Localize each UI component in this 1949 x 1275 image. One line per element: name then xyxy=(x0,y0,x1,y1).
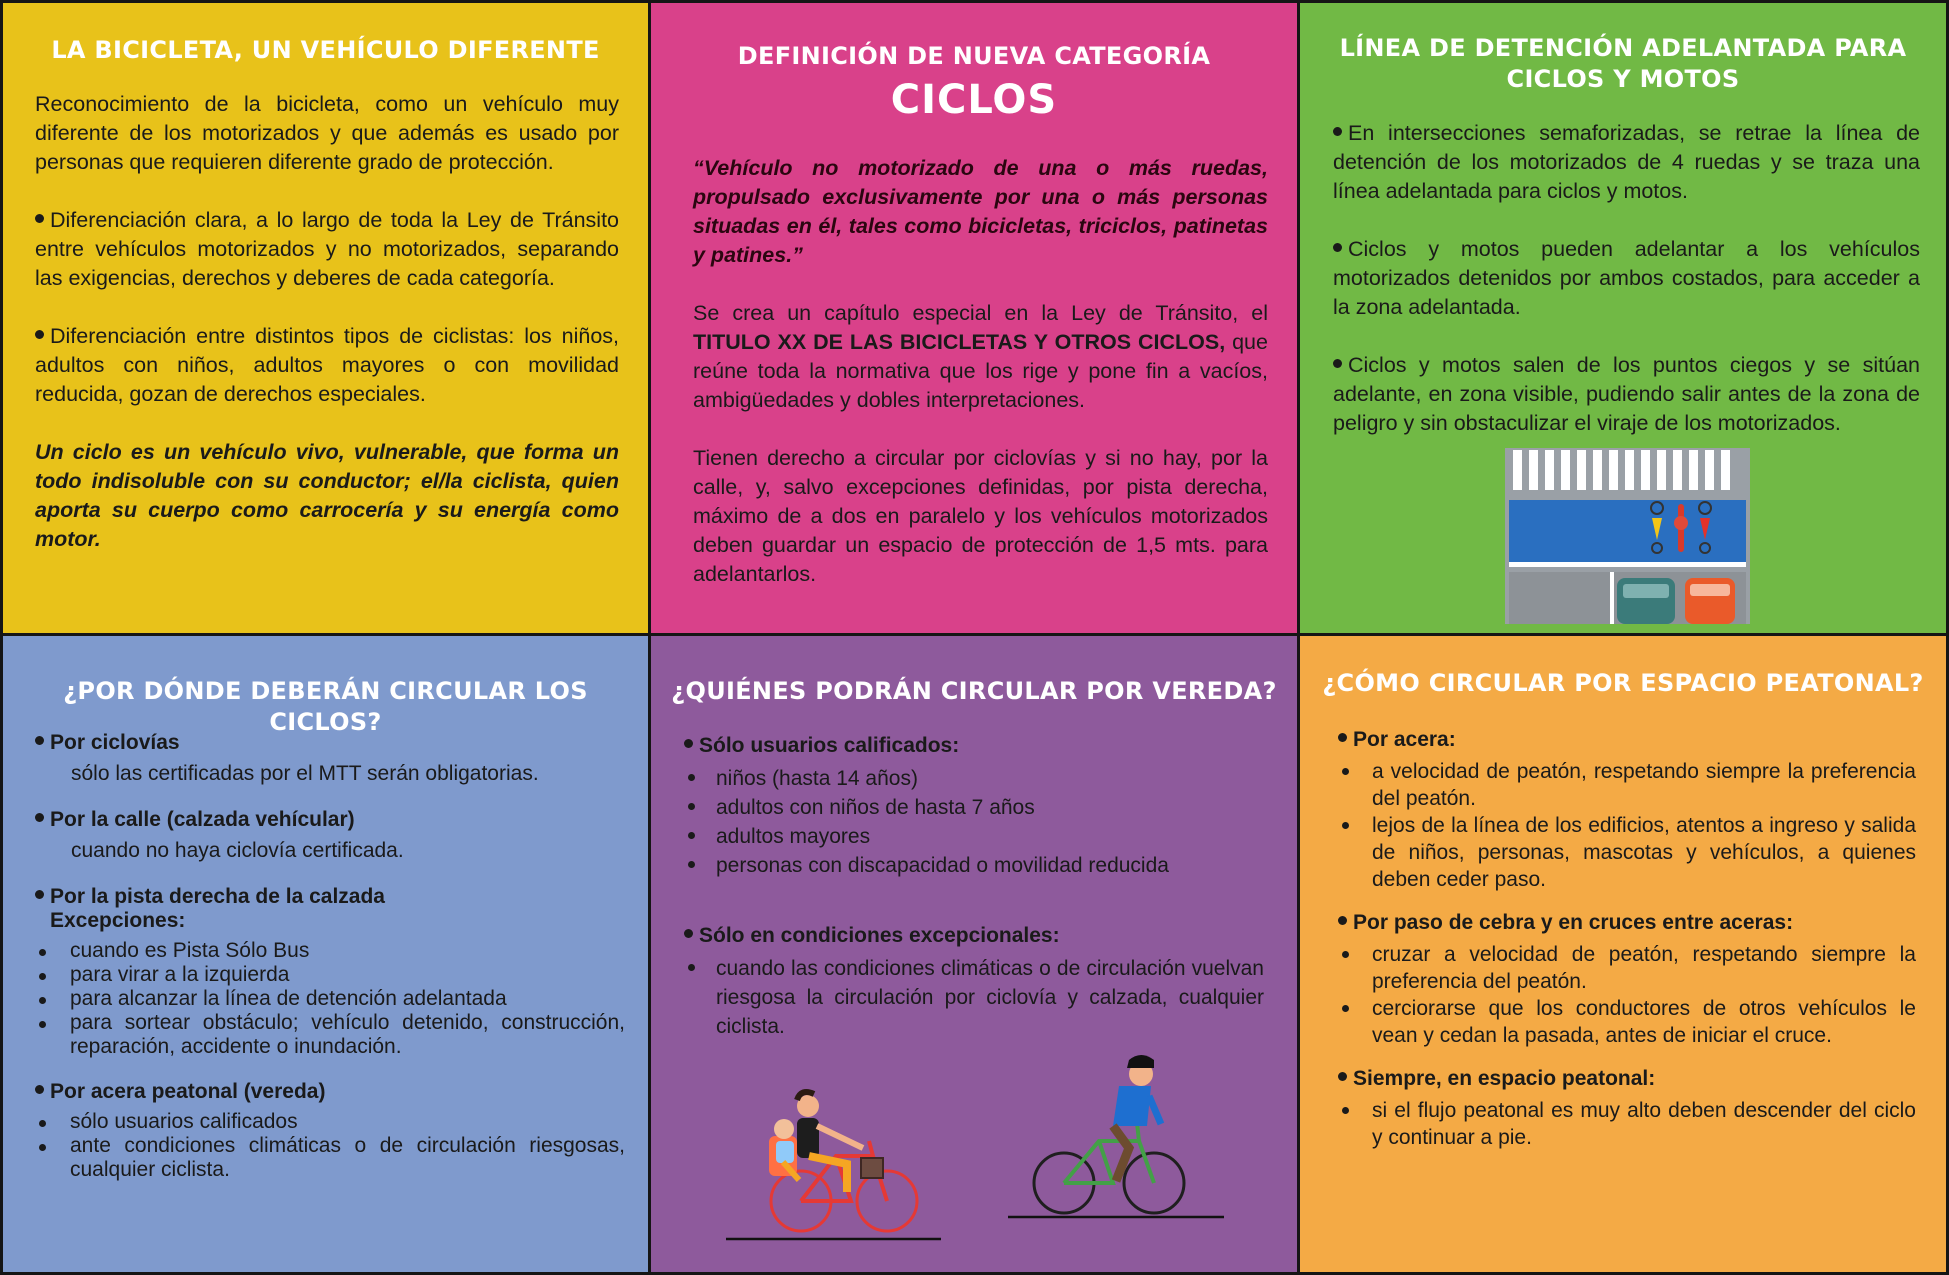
panel-new-category-definition xyxy=(651,3,1297,633)
rights-paragraph: Tienen derecho a circular por ciclovías y si no hay, por la calle, y, salvo excepciones definidas, por pista derecha, máximo de a dos en paralelo y los vehículos motorizados deben guardar un espacio de protección de 1,5 mts. para adelantarlos. xyxy=(693,446,1268,586)
list-item: para sortear obstáculo; vehículo detenido, construcción, reparación, accidente o inundación. xyxy=(35,1011,625,1059)
panel-who-can-ride-sidewalk xyxy=(651,636,1297,1272)
bullet-icon xyxy=(35,1085,44,1094)
chapter-paragraph: Se crea un capítulo especial en la Ley de Tránsito, el TITULO XX DE LAS BICICLETAS Y OTROS CICLOS, que reúne toda la normativa que los rige y pone fin a vacíos, ambigüedades y dobles interpretaciones. xyxy=(693,301,1268,412)
bullet-icon xyxy=(35,813,44,822)
cyclist-icon xyxy=(1034,1055,1184,1213)
point-item: Diferenciación clara, a lo largo de toda la Ley de Tránsito entre vehículos motorizados y no motorizados, separando las exigencias, derechos y deberes de cada categoría. xyxy=(35,208,619,290)
bullet-icon xyxy=(684,929,693,938)
panel-body xyxy=(35,90,619,554)
panel-body xyxy=(1338,728,1916,1169)
intro-text: Reconocimiento de la bicicleta, como un vehículo muy diferente de los motorizados y que además es usado por personas que requieren diferente grado de protección. xyxy=(35,92,619,174)
panel-title: ¿CÓMO CIRCULAR POR ESPACIO PEATONAL? xyxy=(1322,669,1924,697)
list-item: sólo usuarios calificados xyxy=(35,1110,625,1134)
panel-body xyxy=(35,731,625,1203)
closing-statement: Un ciclo es un vehículo vivo, vulnerable, que forma un todo indisoluble con su conductor; el/la ciclista, quien aporta su cuerpo como carrocería y su energía como motor. xyxy=(35,440,619,551)
list-item: cerciorarse que los conductores de otros vehículos le vean y cedan la pasada, antes de iniciar el cruce. xyxy=(1338,995,1916,1049)
list-item: para virar a la izquierda xyxy=(35,963,625,987)
panel-pedestrian-space xyxy=(1300,636,1946,1272)
bullet-icon xyxy=(1338,1072,1347,1081)
list-item: Por la calle (calzada vehícular) cuando no haya ciclovía certificada. xyxy=(35,808,625,864)
list-item: Por la pista derecha de la calzada Excepciones: cuando es Pista Sólo Bus para virar a la izquierda para alcanzar la línea de detención adelantada para sortear obstáculo; vehículo detenido, construcción, reparación, accidente o inundación. xyxy=(35,885,625,1059)
bullet-icon xyxy=(35,736,44,745)
point-item: Ciclos y motos pueden adelantar a los vehículos motorizados detenidos por ambos costados, para acceder a la zona adelantada. xyxy=(1333,237,1920,319)
bullet-icon xyxy=(1333,127,1342,136)
mother-child-bicycle-icon xyxy=(769,1092,917,1231)
list-item: Sólo en condiciones excepcionales: cuando las condiciones climáticas o de circulación vuelvan riesgosa la circulación por ciclovía y calzada, cualquier ciclista. xyxy=(684,924,1264,1041)
point-item: Ciclos y motos salen de los puntos ciegos y se sitúan adelante, en zona visible, pudiendo salir antes de la zona de peligro y sin obstaculizar el viraje de los motorizados. xyxy=(1333,353,1920,435)
list-item: Por paso de cebra y en cruces entre aceras: cruzar a velocidad de peatón, respetando siempre la preferencia del peatón. cerciorarse que los conductores de otros vehículos le vean y cedan la pasada, antes de iniciar el cruce. xyxy=(1338,911,1916,1049)
bullet-icon xyxy=(1338,916,1347,925)
chapter-title: TITULO XX DE LAS BICICLETAS Y OTROS CICLOS, xyxy=(693,330,1226,354)
car-icon xyxy=(1685,578,1735,624)
bullet-icon xyxy=(1338,733,1347,742)
list-item: Por acera: a velocidad de peatón, respetando siempre la preferencia del peatón. lejos de la línea de los edificios, atentos a ingreso y salida de niños, personas, mascotas y vehículos, a quienes deben ceder paso. xyxy=(1338,728,1916,893)
panel-body xyxy=(693,154,1268,589)
definition-quote: “Vehículo no motorizado de una o más ruedas, propulsado exclusivamente por una o más personas situadas en él, tales como bicicletas, triciclos, patinetas y patines.” xyxy=(693,156,1268,267)
panel-body xyxy=(684,734,1264,1041)
point-item: En intersecciones semaforizadas, se retrae la línea de detención de los motorizados de 4 ruedas y se traza una línea adelantada para ciclos y motos. xyxy=(1333,121,1920,203)
bullet-icon xyxy=(35,890,44,899)
bullet-icon xyxy=(1333,359,1342,368)
panel-title: ¿POR DÓNDE DEBERÁN CIRCULAR LOS CICLOS? xyxy=(63,677,588,737)
intersection-diagram-icon xyxy=(1505,448,1750,624)
car-icon xyxy=(1617,578,1675,624)
list-item: Siempre, en espacio peatonal: si el flujo peatonal es muy alto deben descender del ciclo y continuar a pie. xyxy=(1338,1067,1916,1151)
bullet-icon xyxy=(35,330,44,339)
point-item: Diferenciación entre distintos tipos de ciclistas: los niños, adultos con niños, adultos mayores o con movilidad reducida, gozan de derechos especiales. xyxy=(35,324,619,406)
panel-title: DEFINICIÓN DE NUEVA CATEGORÍA CICLOS xyxy=(671,41,1277,126)
panel-body xyxy=(1333,119,1920,438)
list-item: si el flujo peatonal es muy alto deben descender del ciclo y continuar a pie. xyxy=(1338,1097,1916,1151)
list-item: adultos con niños de hasta 7 años xyxy=(684,793,1264,822)
panel-bicycle-different-vehicle xyxy=(3,3,648,633)
bullet-icon xyxy=(35,214,44,223)
list-item: ante condiciones climáticas o de circulación riesgosas, cualquier ciclista. xyxy=(35,1134,625,1182)
list-item: cuando las condiciones climáticas o de circulación vuelvan riesgosa la circulación por ciclovía y calzada, cualquier ciclista. xyxy=(684,954,1264,1041)
list-item: Sólo usuarios calificados: niños (hasta 14 años) adultos con niños de hasta 7 años adultos mayores personas con discapacidad o movilidad reducida xyxy=(684,734,1264,880)
bullet-icon xyxy=(1333,243,1342,252)
panel-where-to-ride xyxy=(3,636,648,1272)
list-item: a velocidad de peatón, respetando siempre la preferencia del peatón. xyxy=(1338,758,1916,812)
list-item: Por acera peatonal (vereda) sólo usuarios calificados ante condiciones climáticas o de circulación riesgosas, cualquier ciclista. xyxy=(35,1080,625,1182)
panel-title: LÍNEA DE DETENCIÓN ADELANTADA PARA CICLOS Y MOTOS xyxy=(1339,34,1907,94)
panel-title: LA BICICLETA, UN VEHÍCULO DIFERENTE xyxy=(51,36,600,64)
panel-advanced-stop-line xyxy=(1300,3,1946,633)
bullet-icon xyxy=(684,739,693,748)
list-item: personas con discapacidad o movilidad reducida xyxy=(684,851,1264,880)
panel-title: ¿QUIÉNES PODRÁN CIRCULAR POR VEREDA? xyxy=(671,677,1277,705)
category-title: CICLOS xyxy=(890,77,1058,124)
list-item: niños (hasta 14 años) xyxy=(684,764,1264,793)
list-item: cruzar a velocidad de peatón, respetando siempre la preferencia del peatón. xyxy=(1338,941,1916,995)
list-item: Por ciclovías sólo las certificadas por el MTT serán obligatorias. xyxy=(35,731,625,787)
list-item: lejos de la línea de los edificios, atentos a ingreso y salida de niños, personas, mascotas y vehículos, a quienes deben ceder paso. xyxy=(1338,812,1916,893)
list-item: para alcanzar la línea de detención adelantada xyxy=(35,987,625,1011)
list-item: adultos mayores xyxy=(684,822,1264,851)
list-item: cuando es Pista Sólo Bus xyxy=(35,939,625,963)
